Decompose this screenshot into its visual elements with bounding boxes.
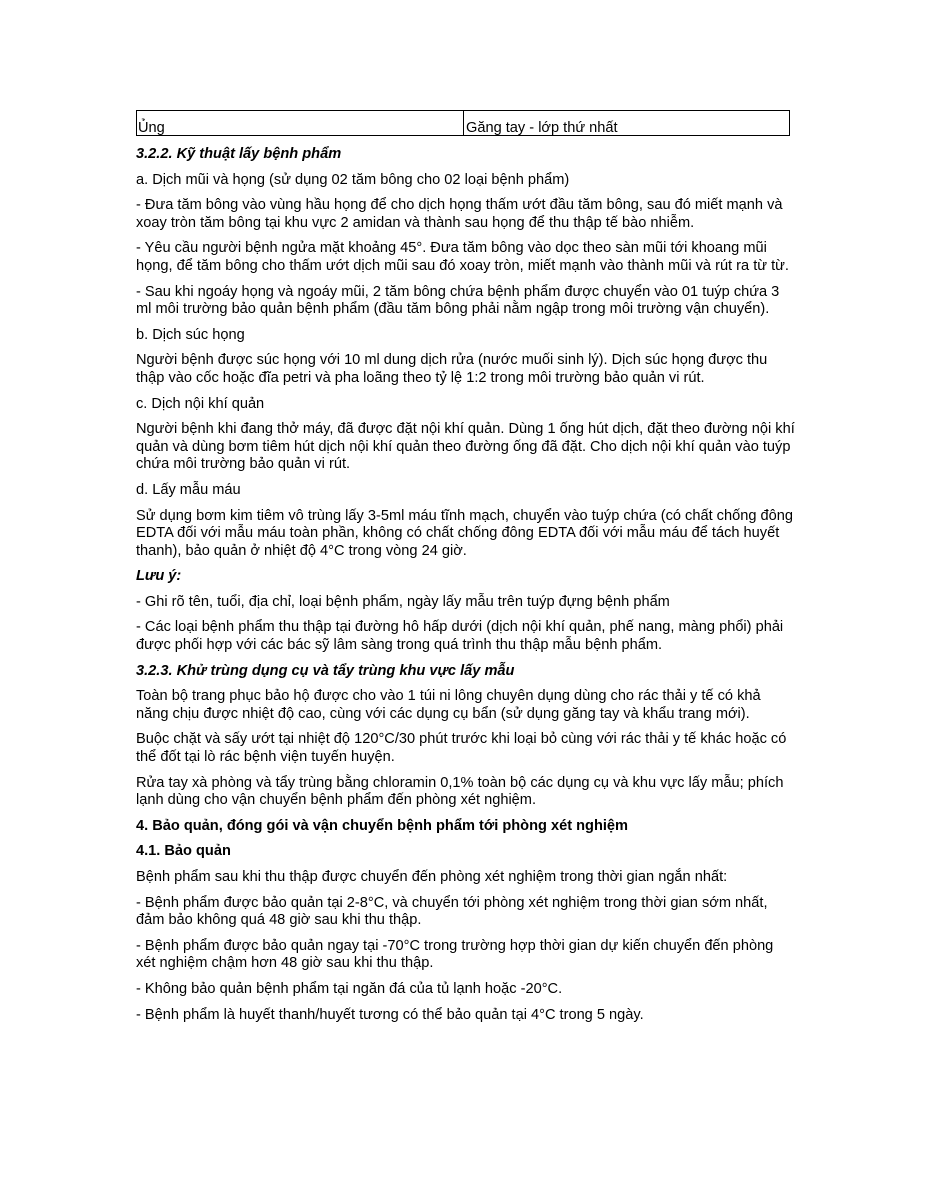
paragraph: - Các loại bệnh phẩm thu thập tại đường hô hấp dưới (dịch nội khí quản, phế nang, màng phổi) phải được phối hợp với các bác sỹ lâm sàng trong quá trình thu thập mẫu bệnh phẩm. <box>136 619 784 654</box>
document-body <box>136 146 796 1032</box>
paragraph: Người bệnh được súc họng với 10 ml dung dịch rửa (nước muối sinh lý). Dịch súc họng được thu thập vào cốc hoặc đĩa petri và pha loãng theo tỷ lệ 1:2 trong môi trường bảo quản vi rút. <box>136 352 768 386</box>
paragraph: - Yêu cầu người bệnh ngửa mặt khoảng 45°. Đưa tăm bông vào dọc theo sàn mũi tới khoang mũi họng, để tăm bông cho thấm ướt dịch mũi sau đó xoay tròn, miết mạnh vào thành mũi và rút ra từ từ. <box>136 240 789 274</box>
subsection-label: b. Dịch súc họng <box>136 326 245 343</box>
subsection-label: a. Dịch mũi và họng (sử dụng 02 tăm bông cho 02 loại bệnh phẩm) <box>136 171 570 188</box>
paragraph: Rửa tay xà phòng và tẩy trùng bằng chloramin 0,1% toàn bộ các dụng cụ và khu vực lấy mẫu; phích lạnh dùng cho vận chuyển bệnh phẩm đến phòng xét nghiệm. <box>136 774 784 809</box>
paragraph: Bệnh phẩm sau khi thu thập được chuyển đến phòng xét nghiệm trong thời gian ngắn nhất: <box>136 869 728 885</box>
paragraph: - Đưa tăm bông vào vùng hầu họng để cho dịch họng thấm ướt đầu tăm bông, sau đó miết mạnh và xoay tròn tăm bông tại khu vực 2 amidan và thành sau họng để thu thập tế bào nhiễm. <box>136 197 783 231</box>
table-cell-boots: Ủng <box>137 111 464 135</box>
paragraph: Sử dụng bơm kim tiêm vô trùng lấy 3-5ml máu tĩnh mạch, chuyển vào tuýp chứa (có chất chống đông EDTA đối với mẫu máu toàn phần, không có chất chống đông EDTA đối với mẫu máu để tách huyết thanh), bảo quản ở nhiệt độ 4°C trong vòng 24 giờ. <box>136 507 793 559</box>
chapter-heading: 4. Bảo quản, đóng gói và vận chuyển bệnh phẩm tới phòng xét nghiệm <box>136 817 629 834</box>
section-heading: 3.2.3. Khử trùng dụng cụ và tẩy trùng khu vực lấy mẫu <box>136 662 515 679</box>
paragraph: - Bệnh phẩm được bảo quản tại 2-8°C, và chuyển tới phòng xét nghiệm trong thời gian sớm nhất, đảm bảo không quá 48 giờ sau khi thu thập. <box>136 894 768 929</box>
paragraph: - Bệnh phẩm được bảo quản ngay tại -70°C trong trường hợp thời gian dự kiến chuyển đến phòng xét nghiệm chậm hơn 48 giờ sau khi thu thập. <box>136 937 774 972</box>
subsection-label: d. Lấy mẫu máu <box>136 481 241 498</box>
section-heading: 3.2.2. Kỹ thuật lấy bệnh phẩm <box>136 146 342 162</box>
paragraph: Toàn bộ trang phục bảo hộ được cho vào 1 túi ni lông chuyên dụng dùng cho rác thải y tế có khả năng chịu được nhiệt độ cao, cùng với các dụng cụ bẩn (sử dụng găng tay và khẩu trang mới). <box>136 688 761 722</box>
paragraph: - Bệnh phẩm là huyết thanh/huyết tương có thể bảo quản tại 4°C trong 5 ngày. <box>136 1006 644 1023</box>
paragraph: - Sau khi ngoáy họng và ngoáy mũi, 2 tăm bông chứa bệnh phẩm được chuyển vào 01 tuýp chứa 3 ml môi trường bảo quản bệnh phẩm (đầu tăm bông phải nằm ngập trong môi trường vận chuyển). <box>136 283 780 318</box>
section-heading: 4.1. Bảo quản <box>136 843 231 860</box>
paragraph: Buộc chặt và sấy ướt tại nhiệt độ 120°C/30 phút trước khi loại bỏ cùng với rác thải y tế khác hoặc có thể đốt tại lò rác bệnh viện tuyến huyện. <box>136 731 787 766</box>
paragraph: - Không bảo quản bệnh phẩm tại ngăn đá của tủ lạnh hoặc -20°C. <box>136 980 563 997</box>
subsection-label: c. Dịch nội khí quản <box>136 395 265 412</box>
note-heading: Lưu ý: <box>136 568 182 585</box>
table-cell-gloves: Găng tay - lớp thứ nhất <box>466 120 618 136</box>
paragraph: Người bệnh khi đang thở máy, đã được đặt nội khí quản. Dùng 1 ống hút dịch, đặt theo đường nội khí quản và dùng bơm tiêm hút dịch nội khí quản theo đường ống đã đặt. Cho dịch nội khí quản vào tuýp chứa môi trường bảo quản vi rút. <box>136 421 795 473</box>
ppe-table-row <box>136 110 790 136</box>
paragraph: - Ghi rõ tên, tuổi, địa chỉ, loại bệnh phẩm, ngày lấy mẫu trên tuýp đựng bệnh phẩm <box>136 593 670 610</box>
